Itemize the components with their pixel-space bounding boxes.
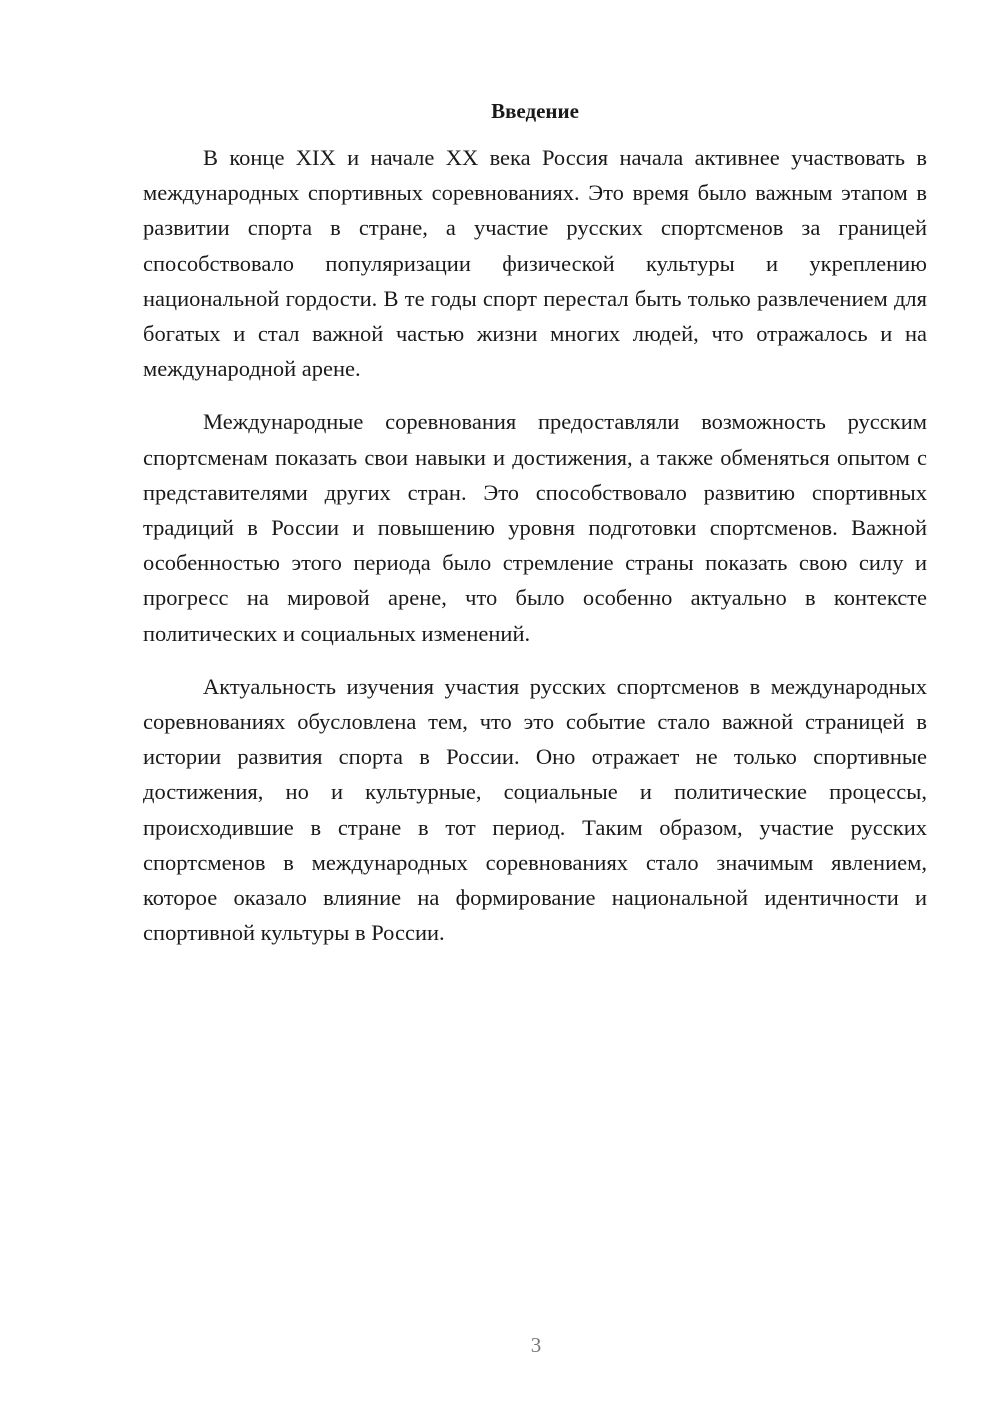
paragraph-3: Актуальность изучения участия русских спортсменов в международных соревнованиях обусловлена тем, что это событие стало важной страницей в истории развития спорта в России. Оно отражает не только спортивные достижения, но и культурные, социальные и политические процессы, происходившие в стране в тот период. Таким образом, участие русских спортсменов в международных соревнованиях стало значимым явлением, которое оказало влияние на формирование национальной идентичности и спортивной культуры в России. bbox=[143, 673, 927, 946]
paragraph-1: В конце XIX и начале XX века Россия начала активнее участвовать в международных спортивных соревнованиях. Это время было важным этапом в развитии спорта в стране, а участие русских спортсменов за границей способствовало популяризации физической культуры и укреплению национальной гордости. В те годы спорт перестал быть только развлечением для богатых и стал важной частью жизни многих людей, что отражалось и на международной арене. bbox=[143, 145, 927, 382]
paragraph-2: Международные соревнования предоставляли возможность русским спортсменам показать свои навыки и достижения, а также обменяться опытом с представителями других стран. Это способствовало развитию спортивных традиций в России и повышению уровня подготовки спортсменов. Важной особенностью этого периода было стремление страны показать свою силу и прогресс на мировой арене, что было особенно актуально в контексте политических и социальных изменений. bbox=[143, 409, 927, 646]
section-title: Введение bbox=[491, 99, 579, 123]
page-number: 3 bbox=[530, 1333, 542, 1357]
page-content bbox=[143, 96, 927, 950]
